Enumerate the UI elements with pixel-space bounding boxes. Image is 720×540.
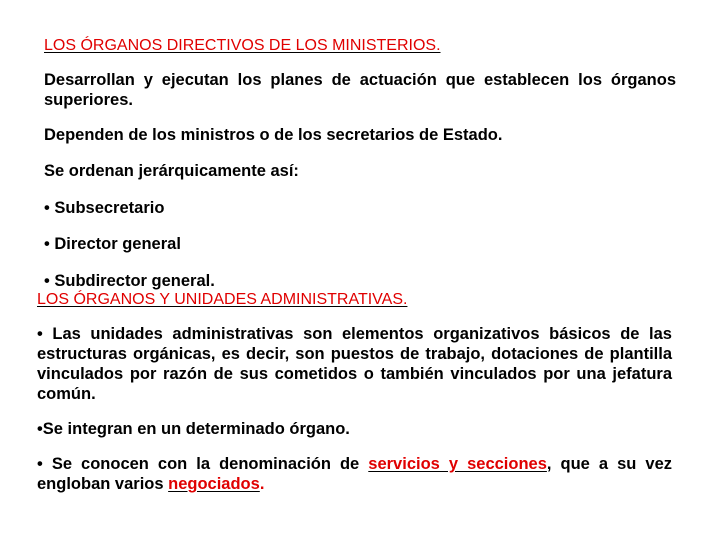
- paragraph-desarrollan: Desarrollan y ejecutan los planes de actuación que establecen los órganos superiores.: [44, 71, 676, 109]
- paragraph-se-conocen: [37, 454, 672, 494]
- paragraph-se-integran: •Se integran en un determinado órgano.: [37, 420, 350, 438]
- paragraph-unidades-administrativas: • Las unidades administrativas son elementos organizativos básicos de las estructuras orgánicas, es decir, son puestos de trabajo, dotaciones de plantilla vinculados por razón de sus cometidos o también vinculados por una jefatura común.: [37, 325, 672, 403]
- list-item-director-general: • Director general: [44, 235, 181, 253]
- highlight-servicios-secciones: servicios y secciones: [368, 455, 547, 473]
- text-se-conocen: • Se conocen con la denominación de: [37, 455, 369, 473]
- section-heading-organos-unidades: LOS ÓRGANOS Y UNIDADES ADMINISTRATIVAS.: [37, 291, 408, 308]
- paragraph-se-ordenan: Se ordenan jerárquicamente así:: [44, 162, 299, 180]
- section-heading-organos-directivos: LOS ÓRGANOS DIRECTIVOS DE LOS MINISTERIOS.: [44, 37, 441, 54]
- text-engloban: , que a su vez engloban varios: [37, 455, 672, 493]
- section-organos-unidades: [37, 290, 672, 494]
- section-organos-directivos: [44, 36, 676, 291]
- list-item-subsecretario: • Subsecretario: [44, 199, 165, 217]
- text-final-period: .: [259, 475, 265, 493]
- paragraph-dependen: Dependen de los ministros o de los secretarios de Estado.: [44, 126, 503, 144]
- list-item-subdirector-general: • Subdirector general.: [44, 272, 215, 290]
- highlight-negociados: negociados: [168, 475, 260, 493]
